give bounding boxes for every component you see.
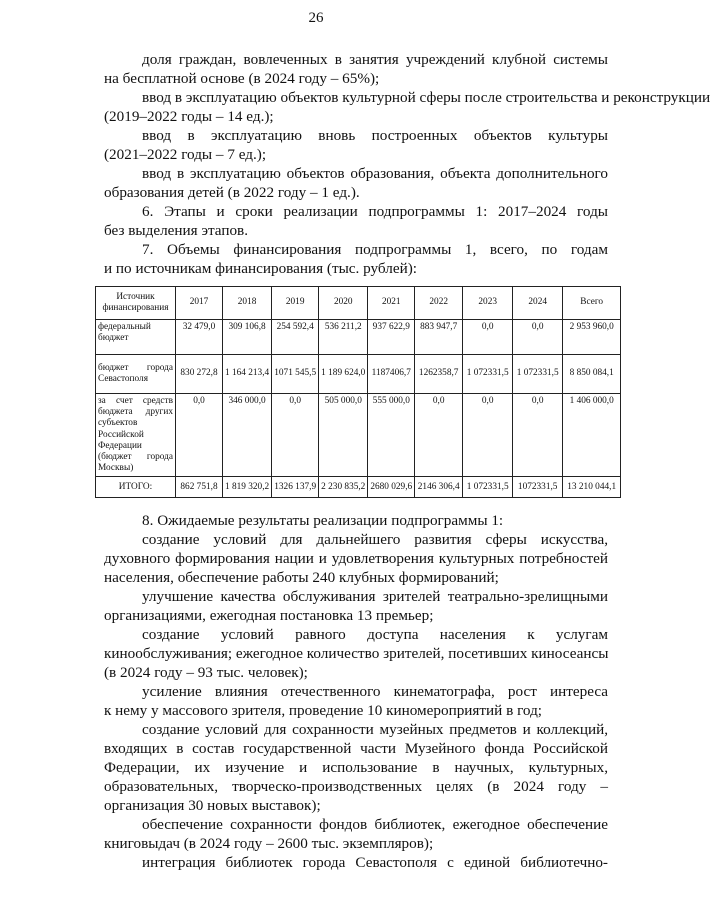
- text-line: ввод в эксплуатацию объектов образования, объекта дополнительного: [142, 165, 608, 182]
- text-line: создание условий для дальнейшего развития сферы искусства,: [142, 531, 608, 548]
- value-cell: 505 000,0: [319, 394, 368, 477]
- text-line: (2019–2022 годы – 14 ед.);: [104, 108, 274, 125]
- value-cell: 8 850 084,1: [563, 355, 621, 394]
- value-cell: 2680 029,6: [368, 477, 415, 498]
- text-line: входящих в состав государственной части Музейного фонда Российской: [104, 740, 608, 757]
- value-cell: 0,0: [513, 394, 563, 477]
- header-column: 2019: [272, 287, 319, 320]
- text-line: образования детей (в 2022 году – 1 ед.).: [104, 184, 360, 201]
- row-source-cell: федеральный бюджет: [96, 320, 176, 355]
- header-column: 2023: [463, 287, 513, 320]
- row-source-cell: за счет средств бюджета других субъектов Российской Федерации (бюджет города Москвы): [96, 394, 176, 477]
- intro-text: [104, 50, 710, 278]
- text-line: духовного формирования нации и удовлетворения культурных потребностей: [104, 550, 608, 567]
- text-line: обеспечение сохранности фондов библиотек, ежегодное обеспечение: [142, 816, 608, 833]
- header-column: 2021: [368, 287, 415, 320]
- text-line: и по источникам финансирования (тыс. рублей):: [104, 260, 418, 277]
- value-cell: 2146 306,4: [415, 477, 463, 498]
- text-line: 7. Объемы финансирования подпрограммы 1, всего, по годам: [142, 241, 608, 258]
- text-line: ввод в эксплуатацию вновь построенных объектов культуры: [142, 127, 608, 144]
- value-cell: 0,0: [463, 320, 513, 355]
- value-cell: 883 947,7: [415, 320, 463, 355]
- text-line: 6. Этапы и сроки реализации подпрограммы 1: 2017–2024 годы: [142, 203, 608, 220]
- value-cell: 0,0: [463, 394, 513, 477]
- value-cell: 1 072331,5: [513, 355, 563, 394]
- text-line: (2021–2022 годы – 7 ед.);: [104, 146, 267, 163]
- header-column: 2022: [415, 287, 463, 320]
- text-line: населения, обеспечение работы 240 клубных формирований;: [104, 569, 499, 586]
- value-cell: 1072331,5: [513, 477, 563, 498]
- text-line: ввод в эксплуатацию объектов культурной сферы после строительства и реконструкции: [142, 89, 710, 106]
- value-cell: 1 819 320,2: [223, 477, 272, 498]
- table-header-row: [96, 287, 621, 320]
- value-cell: 2 230 835,2: [319, 477, 368, 498]
- header-column: 2020: [319, 287, 368, 320]
- value-cell: 1262358,7: [415, 355, 463, 394]
- value-cell: 0,0: [415, 394, 463, 477]
- value-cell: 1187406,7: [368, 355, 415, 394]
- value-cell: 937 622,9: [368, 320, 415, 355]
- value-cell: 1071 545,5: [272, 355, 319, 394]
- text-line: организациями, ежегодная постановка 13 премьер;: [104, 607, 434, 624]
- value-cell: 862 751,8: [176, 477, 223, 498]
- financing-table: [95, 286, 621, 498]
- text-line: книговыдач (в 2024 году – 2600 тыс. экземпляров);: [104, 835, 434, 852]
- page-number: 26: [308, 10, 324, 26]
- header-source: Источник финансирования: [96, 287, 176, 320]
- table-row: [96, 355, 621, 394]
- header-column: 2017: [176, 287, 223, 320]
- text-line: кинообслуживания; ежегодное количество зрителей, посетивших киносеансы: [104, 645, 609, 662]
- value-cell: 1 164 213,4: [223, 355, 272, 394]
- value-cell: 346 000,0: [223, 394, 272, 477]
- value-cell: 830 272,8: [176, 355, 223, 394]
- value-cell: 1 072331,5: [463, 477, 513, 498]
- text-line: усиление влияния отечественного кинематографа, рост интереса: [142, 683, 608, 700]
- header-column: 2024: [513, 287, 563, 320]
- text-line: образовательных, творческо-производственных целях (в 2024 году –: [104, 778, 608, 795]
- text-line: на бесплатной основе (в 2024 году – 65%);: [104, 70, 380, 87]
- text-line: создание условий для сохранности музейных предметов и коллекций,: [142, 721, 608, 738]
- text-line: к нему у массового зрителя, проведение 10 киномероприятий в год;: [104, 702, 543, 719]
- text-line: интеграция библиотек города Севастополя с единой библиотечно-: [142, 854, 608, 871]
- table-row: [96, 320, 621, 355]
- value-cell: 254 592,4: [272, 320, 319, 355]
- value-cell: 555 000,0: [368, 394, 415, 477]
- text-line: без выделения этапов.: [104, 222, 249, 239]
- value-cell: 1 072331,5: [463, 355, 513, 394]
- results-text: [104, 511, 608, 872]
- financing-table-container: [95, 286, 621, 498]
- value-cell: 0,0: [513, 320, 563, 355]
- value-cell: 1 189 624,0: [319, 355, 368, 394]
- table-row: [96, 394, 621, 477]
- value-cell: 32 479,0: [176, 320, 223, 355]
- value-cell: 309 106,8: [223, 320, 272, 355]
- text-line: 8. Ожидаемые результаты реализации подпрограммы 1:: [142, 512, 504, 529]
- row-source-cell: бюджет города Севастополя: [96, 355, 176, 394]
- value-cell: 2 953 960,0: [563, 320, 621, 355]
- value-cell: 0,0: [272, 394, 319, 477]
- header-column: 2018: [223, 287, 272, 320]
- text-line: улучшение качества обслуживания зрителей театрально-зрелищными: [142, 588, 608, 605]
- text-line: создание условий равного доступа населения к услугам: [142, 626, 608, 643]
- table-row: [96, 477, 621, 498]
- value-cell: 1326 137,9: [272, 477, 319, 498]
- value-cell: 536 211,2: [319, 320, 368, 355]
- value-cell: 0,0: [176, 394, 223, 477]
- text-line: организация 30 новых выставок);: [104, 797, 321, 814]
- row-source-cell: ИТОГО:: [96, 477, 176, 498]
- value-cell: 13 210 044,1: [563, 477, 621, 498]
- header-column: Всего: [563, 287, 621, 320]
- text-line: (в 2024 году – 93 тыс. человек);: [104, 664, 308, 681]
- text-line: Федерации, их изучение и использование в научных, культурных,: [104, 759, 608, 776]
- value-cell: 1 406 000,0: [563, 394, 621, 477]
- text-line: доля граждан, вовлеченных в занятия учреждений клубной системы: [142, 51, 608, 68]
